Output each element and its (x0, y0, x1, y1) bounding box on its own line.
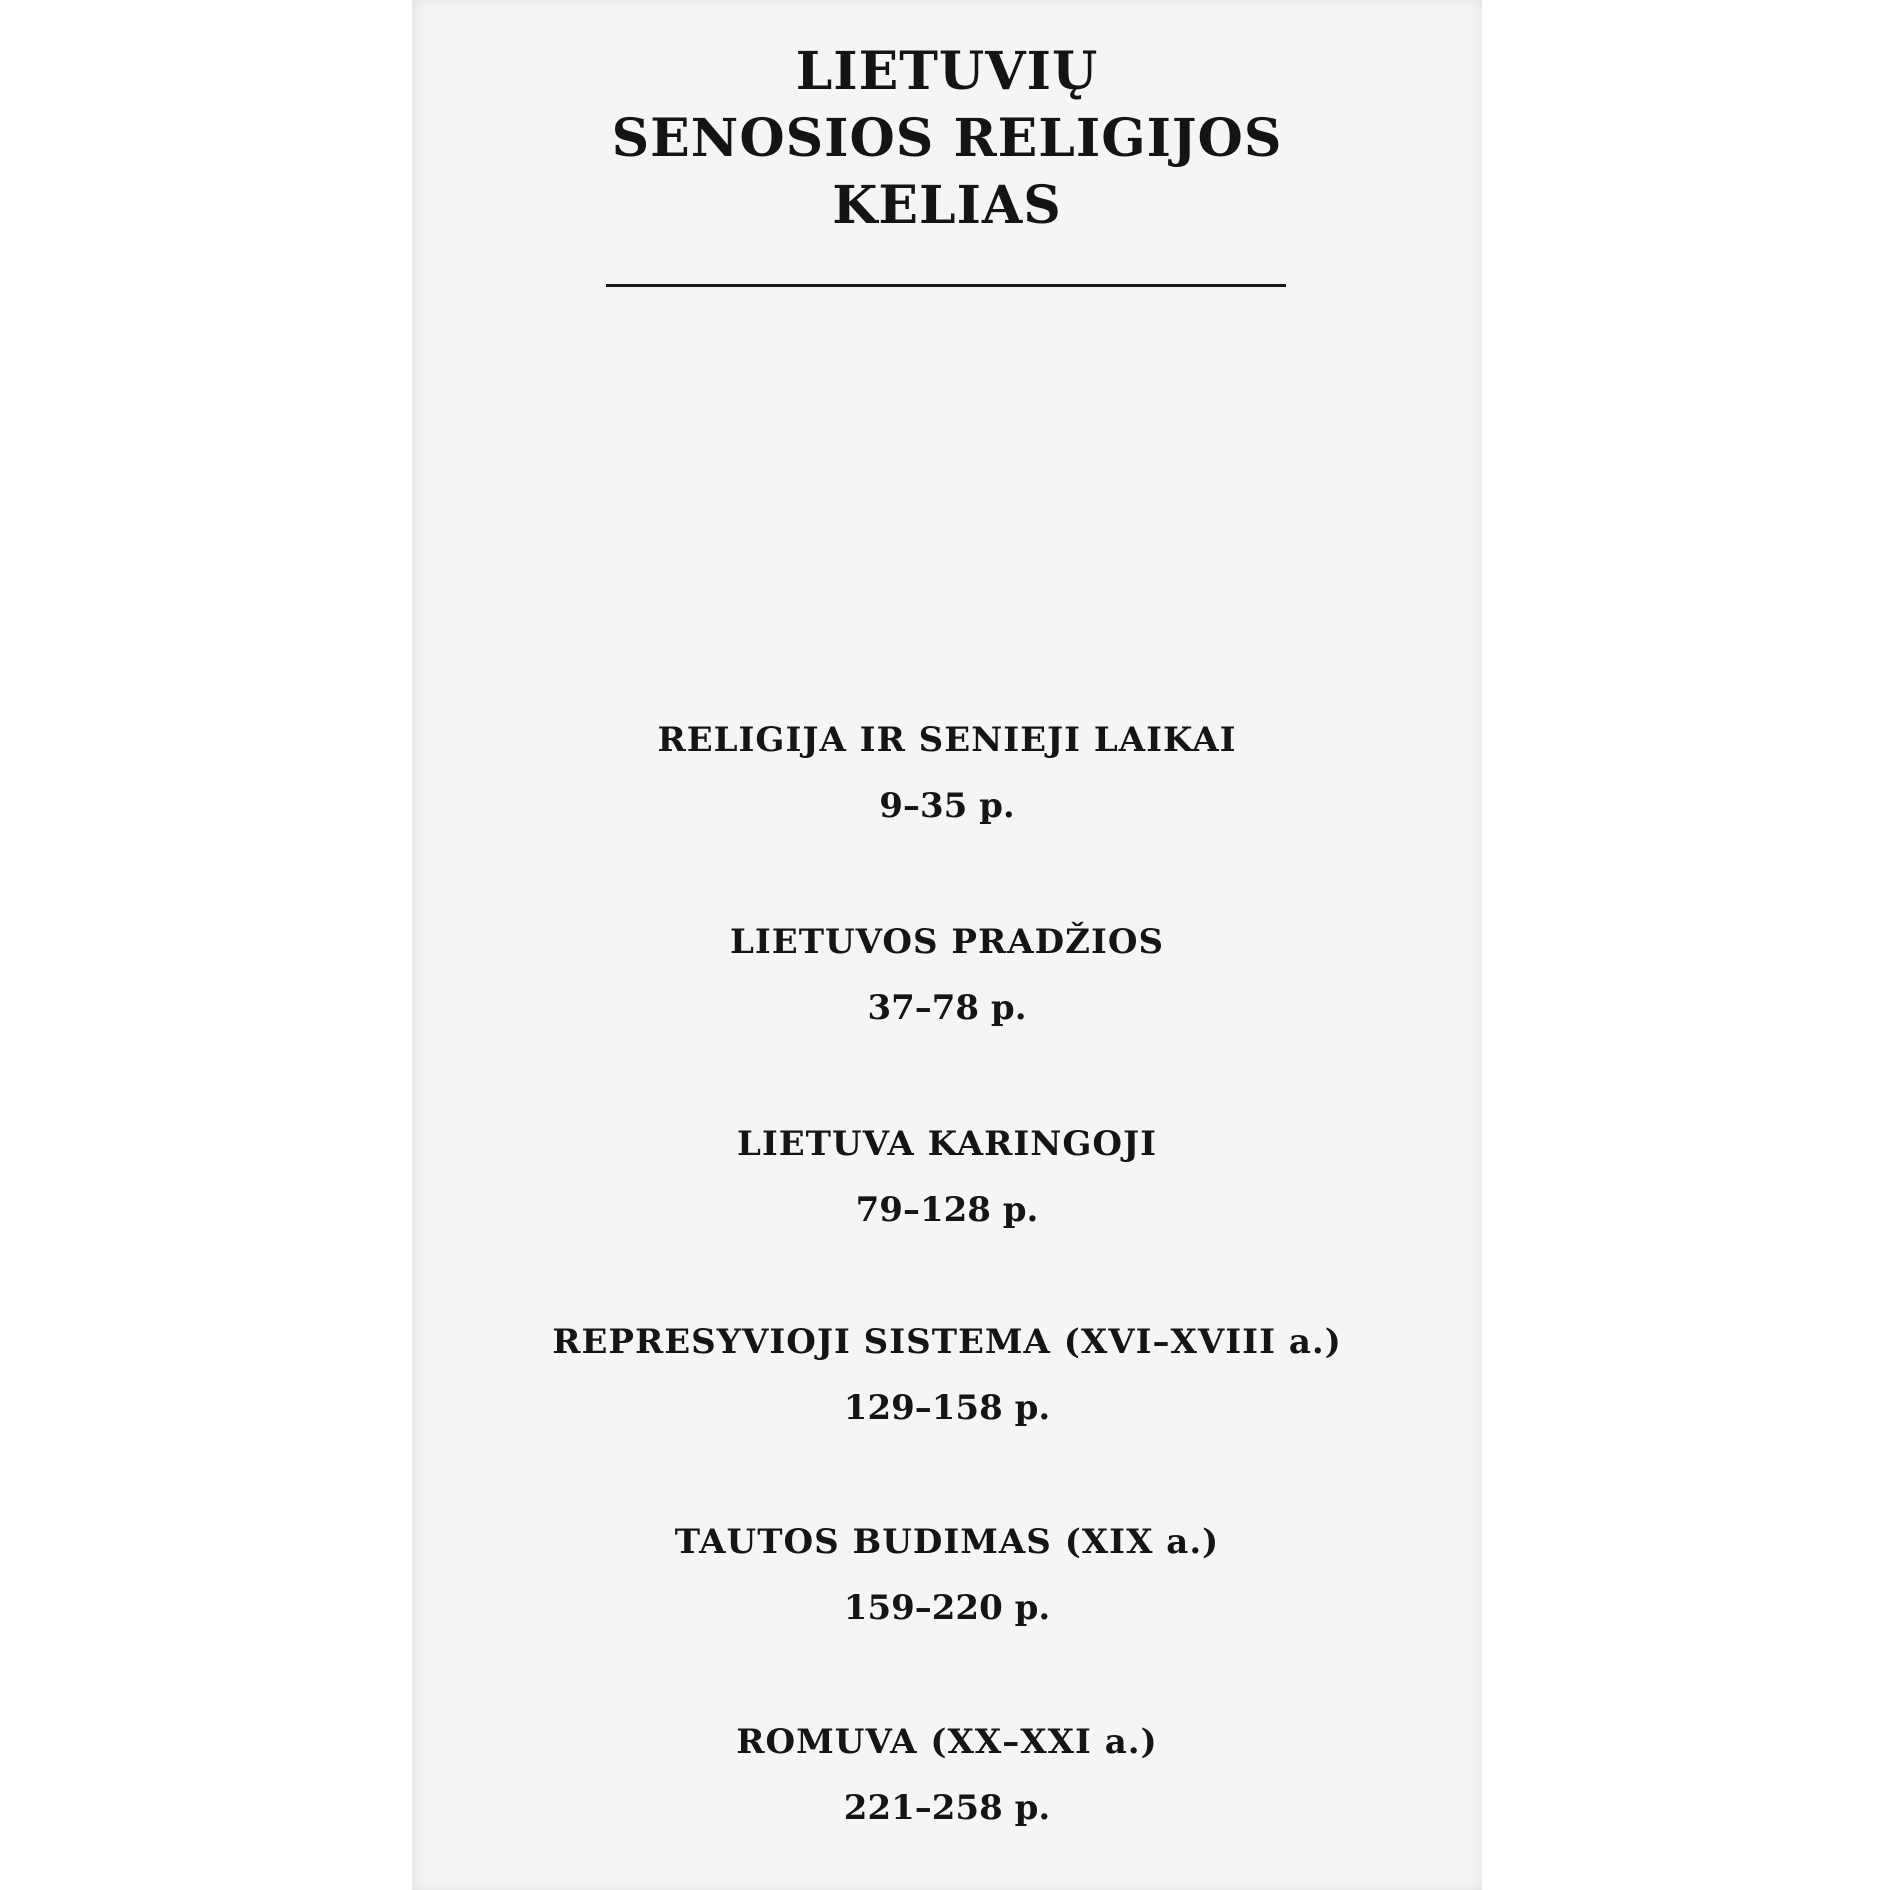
toc-entry-title: RELIGIJA IR SENIEJI LAIKAI (657, 720, 1237, 760)
toc-entry-title: LIETUVOS PRADŽIOS (729, 922, 1165, 962)
toc-entry-religija (412, 720, 1482, 826)
toc-entry-title: ROMUVA (XX–XXI a.) (736, 1722, 1158, 1762)
title-line-3: KELIAS (832, 175, 1062, 236)
book-page (412, 0, 1482, 1890)
toc-entry-karingoji (412, 1124, 1482, 1230)
toc-entry-represyvioji (412, 1322, 1482, 1428)
toc-entry-pages: 129–158 p. (843, 1388, 1051, 1428)
toc-entry-title: REPRESYVIOJI SISTEMA (XVI–XVIII a.) (552, 1322, 1342, 1362)
toc-entry-pradzios (412, 922, 1482, 1028)
book-title (412, 38, 1482, 239)
toc-entry-budimas (412, 1522, 1482, 1628)
toc-entry-romuva (412, 1722, 1482, 1828)
toc-entry-pages: 9–35 p. (879, 786, 1015, 826)
toc-entry-title: LIETUVA KARINGOJI (736, 1124, 1158, 1164)
toc-entry-pages: 221–258 p. (843, 1788, 1051, 1828)
toc-entry-pages: 79–128 p. (855, 1190, 1039, 1230)
toc-entry-title: TAUTOS BUDIMAS (XIX a.) (674, 1522, 1220, 1562)
title-line-1: LIETUVIŲ (795, 41, 1099, 102)
toc-entry-pages: 159–220 p. (843, 1588, 1051, 1628)
title-line-2: SENOSIOS RELIGIJOS (611, 108, 1283, 169)
toc-entry-pages: 37–78 p. (867, 988, 1027, 1028)
title-divider (606, 284, 1286, 287)
